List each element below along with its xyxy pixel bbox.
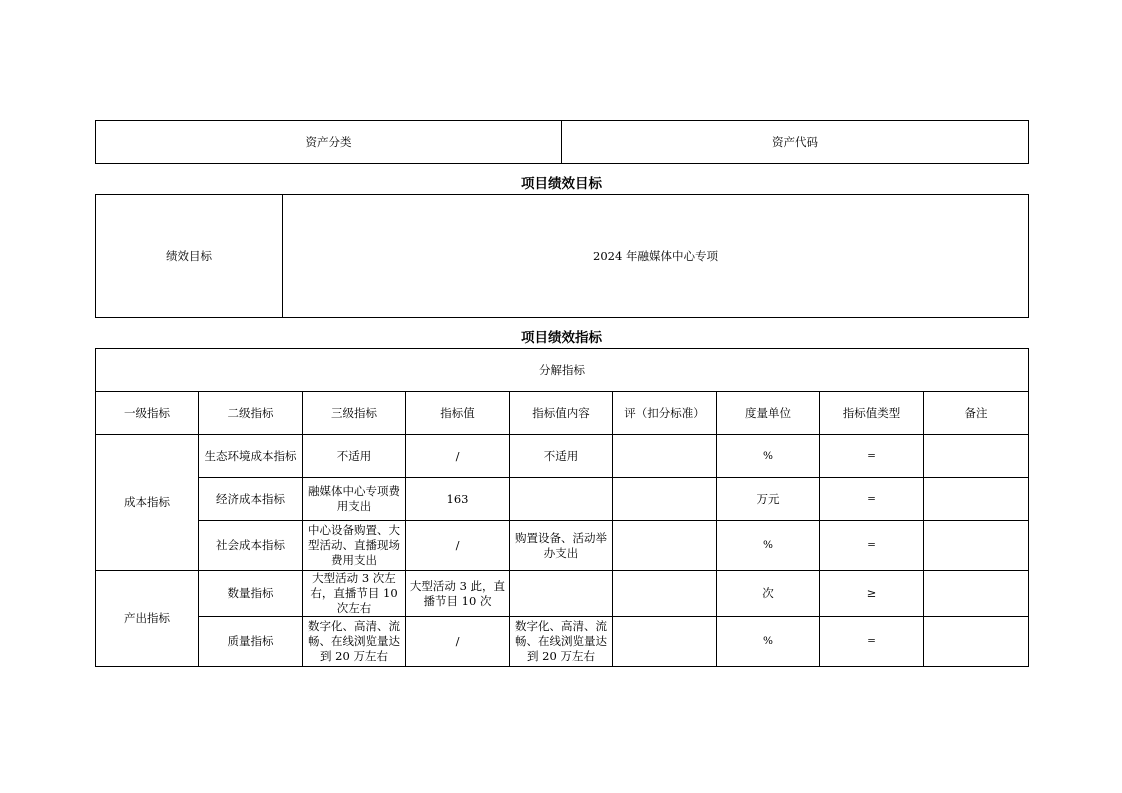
content-cell	[510, 478, 613, 521]
table-row	[96, 571, 1029, 617]
column-header: 指标值	[406, 392, 510, 435]
type-cell: =	[820, 521, 924, 571]
content-cell	[510, 571, 613, 617]
content-cell: 数字化、高清、流畅、在线浏览量达到 20 万左右	[510, 617, 613, 667]
level3-cell: 中心设备购置、大型活动、直播现场费用支出	[303, 521, 406, 571]
goal-label: 绩效目标	[96, 195, 283, 318]
type-cell: =	[820, 478, 924, 521]
column-header: 度量单位	[717, 392, 820, 435]
unit-cell: 万元	[717, 478, 820, 521]
column-header: 备注	[924, 392, 1029, 435]
level3-cell: 不适用	[303, 435, 406, 478]
level2-cell: 经济成本指标	[199, 478, 303, 521]
value-cell: /	[406, 435, 510, 478]
note-cell	[924, 478, 1029, 521]
criteria-cell	[613, 571, 717, 617]
column-header: 二级指标	[199, 392, 303, 435]
unit-cell: 次	[717, 571, 820, 617]
column-header-row	[96, 392, 1029, 435]
value-cell: /	[406, 617, 510, 667]
level3-cell: 大型活动 3 次左右，直播节目 10 次左右	[303, 571, 406, 617]
content-cell: 购置设备、活动举办支出	[510, 521, 613, 571]
level1-cost: 成本指标	[96, 435, 199, 571]
unit-cell: %	[717, 521, 820, 571]
type-cell: =	[820, 617, 924, 667]
column-header: 指标值内容	[510, 392, 613, 435]
group-header: 分解指标	[96, 349, 1029, 392]
level3-cell: 融媒体中心专项费用支出	[303, 478, 406, 521]
unit-cell: %	[717, 617, 820, 667]
asset-code-label: 资产代码	[562, 121, 1029, 164]
performance-goal-table	[95, 194, 1029, 318]
table-row	[96, 521, 1029, 571]
column-header: 三级指标	[303, 392, 406, 435]
criteria-cell	[613, 617, 717, 667]
type-cell: ≥	[820, 571, 924, 617]
column-header: 指标值类型	[820, 392, 924, 435]
level2-cell: 社会成本指标	[199, 521, 303, 571]
note-cell	[924, 617, 1029, 667]
note-cell	[924, 435, 1029, 478]
note-cell	[924, 521, 1029, 571]
type-cell: =	[820, 435, 924, 478]
value-cell: 163	[406, 478, 510, 521]
level3-cell: 数字化、高清、流畅、在线浏览量达到 20 万左右	[303, 617, 406, 667]
note-cell	[924, 571, 1029, 617]
level2-cell: 生态环境成本指标	[199, 435, 303, 478]
column-header: 一级指标	[96, 392, 199, 435]
table-row	[96, 478, 1029, 521]
level2-cell: 质量指标	[199, 617, 303, 667]
indicator-section-title: 项目绩效指标	[521, 330, 602, 346]
table-row	[96, 617, 1029, 667]
value-cell: 大型活动 3 此，直播节目 10 次	[406, 571, 510, 617]
level1-output: 产出指标	[96, 571, 199, 667]
asset-table	[95, 120, 1029, 164]
criteria-cell	[613, 435, 717, 478]
column-header: 评（扣分标准）	[613, 392, 717, 435]
asset-category-label: 资产分类	[96, 121, 562, 164]
unit-cell: %	[717, 435, 820, 478]
value-cell: /	[406, 521, 510, 571]
content-cell: 不适用	[510, 435, 613, 478]
goal-section-title: 项目绩效目标	[521, 176, 602, 192]
goal-value: 2024 年融媒体中心专项	[283, 195, 1029, 318]
level2-cell: 数量指标	[199, 571, 303, 617]
criteria-cell	[613, 521, 717, 571]
criteria-cell	[613, 478, 717, 521]
performance-indicator-table	[95, 348, 1029, 667]
table-row	[96, 435, 1029, 478]
